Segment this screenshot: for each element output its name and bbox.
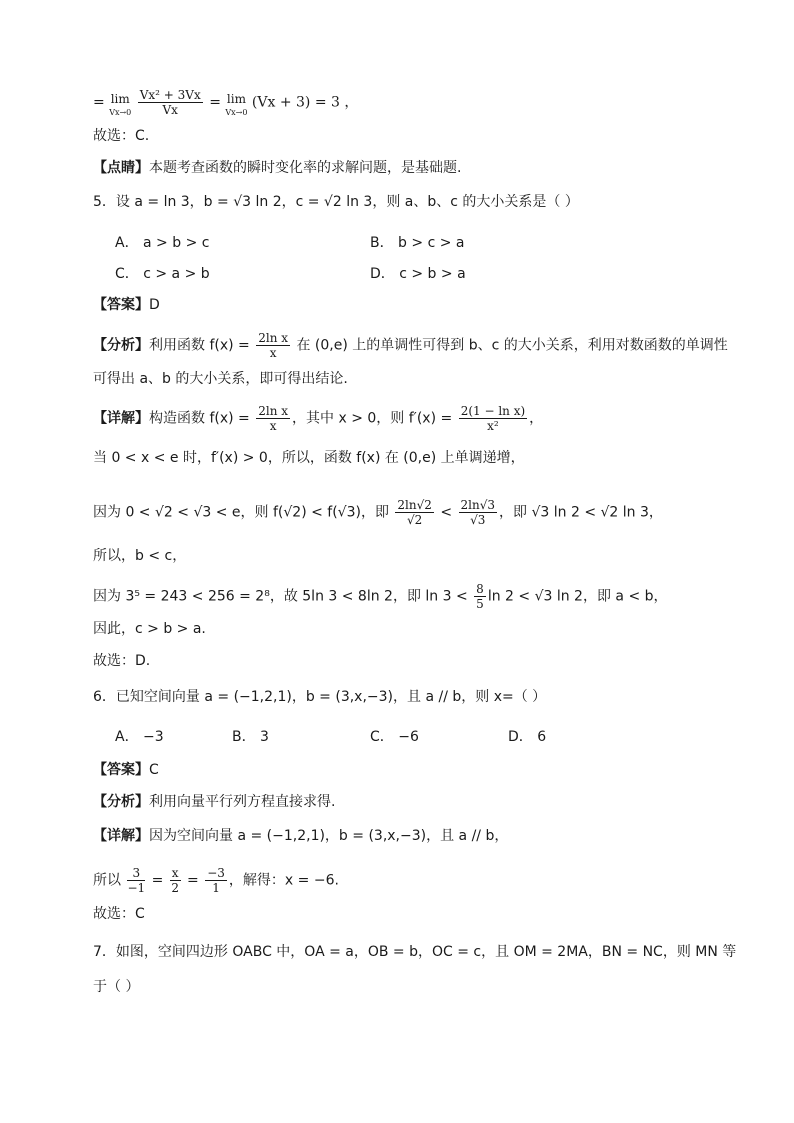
choose-d-line: 故选：D.: [93, 653, 151, 669]
q5-option-b: B． b > c > a: [370, 235, 465, 251]
dianjing-line: 【点睛】本题考查函数的瞬时变化率的求解问题，是基础题.: [93, 160, 462, 176]
q5-answer: 【答案】D: [93, 297, 160, 313]
q6-option-b: B． 3: [232, 729, 269, 745]
q7-line2: 于（ ）: [93, 979, 140, 995]
choose-c-line: 故选：C.: [93, 128, 150, 144]
q6-answer: 【答案】C: [93, 762, 159, 778]
q5-xiangjie-line3: 因为 0 < √2 < √3 < e，则 f(√2) < f(√3)，即 $\frac{2\ln√2}{√2}$ < $\frac{2\ln√3}{√3}$ ，即 √3 ln 2 < √2 ln 3，: [93, 498, 663, 527]
q5-fenxi-line2: 可得出 a、b 的大小关系，即可得出结论.: [93, 371, 348, 387]
choose-c2-line: 故选：C: [93, 906, 145, 922]
q5-xiangjie-line6: 因此，c > b > a.: [93, 621, 206, 637]
q5-option-a: A． a > b > c: [115, 235, 210, 251]
q7-line1: 7．如图，空间四边形 OABC 中，OA = a，OB = b，OC = c，且 OM = 2MA，BN = NC，则 MN 等: [93, 944, 737, 960]
q5-stem: 5．设 a = ln 3，b = √3 ln 2，c = √2 ln 3，则 a、b、c 的大小关系是（ ）: [93, 194, 579, 210]
q5-xiangjie-line2: 当 0 < x < e 时，f′(x) > 0，所以，函数 f(x) 在 (0,e) 上单调递增，: [93, 450, 525, 466]
q5-xiangjie-line5: 因为 3⁵ = 243 < 256 = 2⁸，故 5ln 3 < 8ln 2，即 ln 3 < $\frac{8}{5}$ ln 2 < √3 ln 2，即 a < b，: [93, 582, 668, 611]
q5-xiangjie-line1: 【详解】构造函数 f(x) = $\frac{\text{2ln x}}{x}$ ，其中 x > 0，则 f′(x) = $\frac{\text{2(1 − ln x)}}{\text{x²}}$ ，: [93, 404, 544, 433]
q6-stem: 6．已知空间向量 a = (−1,2,1)，b = (3,x,−3)，且 a // b，则 x=（ ）: [93, 689, 547, 705]
q5-option-d: D． c > b > a: [370, 266, 466, 282]
q6-option-c: C． −6: [370, 729, 419, 745]
q5-xiangjie-line4: 所以，b < c，: [93, 548, 187, 564]
q6-fenxi: 【分析】利用向量平行列方程直接求得.: [93, 794, 336, 810]
q5-option-c: C． c > a > b: [115, 266, 210, 282]
q5-fenxi-line1: 【分析】利用函数 f(x) = $\frac{\text{2ln x}}{x}$ 在 (0,e) 上的单调性可得到 b、c 的大小关系，利用对数函数的单调性: [93, 331, 728, 360]
q6-option-d: D． 6: [508, 729, 547, 745]
q6-xiangjie-line2: 所以 $\frac{3}{-1}$ = $\frac{x}{2}$ = $\frac{-3}{1}$ ，解得：x = −6.: [93, 866, 339, 895]
q6-option-a: A． −3: [115, 729, 164, 745]
dianjing-tag: 【点睛】: [93, 160, 149, 176]
q6-xiangjie: 【详解】因为空间向量 a = (−1,2,1)，b = (3,x,−3)，且 a // b，: [93, 828, 509, 844]
limit-line: = lim Vx→0 $\frac{\text{Vx² + 3Vx}}{Vx}$ = lim Vx→0 (Vx + 3) = 3 ，: [93, 88, 359, 117]
